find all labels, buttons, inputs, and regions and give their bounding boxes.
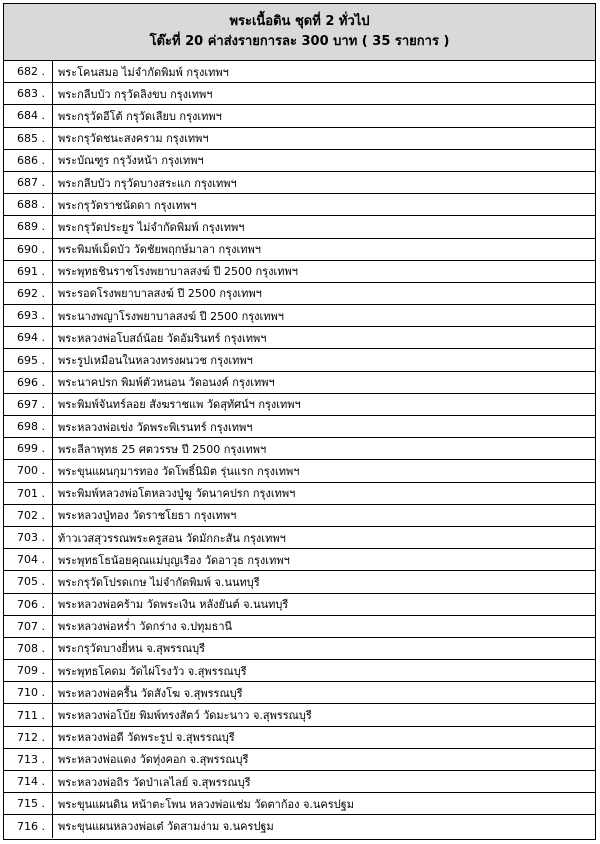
item-number: 710 .: [4, 682, 53, 703]
item-number: 716 .: [4, 815, 53, 837]
table-row: [4, 216, 595, 238]
table-row: [4, 749, 595, 771]
table-title: พระเนื้อดิน ชุดที่ 2 ทั่วไป: [229, 14, 370, 29]
item-number: 698 .: [4, 416, 53, 437]
table-row: [4, 172, 595, 194]
item-name: พระหลวงพ่อครื้น วัดสังโฆ จ.สุพรรณบุรี: [58, 686, 243, 700]
item-name: ท้าวเวสสุวรรณพระครูสอน วัดมักกะสัน กรุงเทพฯ: [58, 531, 286, 545]
item-number: 695 .: [4, 349, 53, 370]
table-row: [4, 239, 595, 261]
table-row: [4, 638, 595, 660]
table-row: [4, 594, 595, 616]
table-subtitle: โต๊ะที่ 20 ค่าส่งรายการละ 300 บาท ( 35 รายการ ): [149, 34, 450, 49]
item-number: 687 .: [4, 172, 53, 193]
item-name: พระพิมพ์หลวงพ่อโตหลวงปู่ฆู วัดนาคปรก กรุงเทพฯ: [58, 487, 296, 501]
item-name: พระขุนแผนดิน หน้าตะโพน หลวงพ่อแช่ม วัดตาก้อง จ.นครปฐม: [58, 797, 355, 811]
item-number: 688 .: [4, 194, 53, 215]
table-row: [4, 483, 595, 505]
table-row: [4, 549, 595, 571]
table-row: [4, 571, 595, 593]
item-number: 707 .: [4, 616, 53, 637]
item-number: 712 .: [4, 727, 53, 748]
item-name: พระหลวงพ่อเข่ง วัดพระพิเรนทร์ กรุงเทพฯ: [58, 420, 253, 434]
table-row: [4, 194, 595, 216]
item-number: 711 .: [4, 704, 53, 725]
item-number: 714 .: [4, 771, 53, 792]
table-row: [4, 616, 595, 638]
item-name: พระกรุวัดอีโต้ กรุวัดเลียบ กรุงเทพฯ: [58, 109, 222, 123]
table-row: [4, 83, 595, 105]
table-row: [4, 704, 595, 726]
table-row: [4, 416, 595, 438]
item-number: 700 .: [4, 460, 53, 481]
table-row: [4, 105, 595, 127]
item-name: พระหลวงพ่อโบ้ย พิมพ์ทรงสัตว์ วัดมะนาว จ.สุพรรณบุรี: [58, 709, 312, 723]
table-row: [4, 327, 595, 349]
table-row: [4, 527, 595, 549]
item-number: 691 .: [4, 261, 53, 282]
item-name: พระพุทธโคดม วัดไผ่โรงวัว จ.สุพรรณบุรี: [58, 664, 247, 678]
item-name: พระหลวงพ่อโบสถ์น้อย วัดอัมรินทร์ กรุงเทพฯ: [58, 331, 267, 345]
item-name: พระหลวงพ่อแดง วัดทุ่งคอก จ.สุพรรณบุรี: [58, 753, 249, 767]
item-number: 694 .: [4, 327, 53, 348]
table-row: [4, 771, 595, 793]
item-name: พระกรุวัดราชนัดดา กรุงเทพฯ: [58, 198, 197, 212]
item-name: พระรอดโรงพยาบาลสงฆ์ ปี 2500 กรุงเทพฯ: [58, 287, 262, 301]
item-number: 706 .: [4, 594, 53, 615]
item-number: 697 .: [4, 394, 53, 415]
table-row: [4, 394, 595, 416]
item-number: 708 .: [4, 638, 53, 659]
item-name: พระหลวงปู่ทอง วัดราชโยธา กรุงเทพฯ: [58, 509, 237, 523]
item-number: 686 .: [4, 150, 53, 171]
item-number: 689 .: [4, 216, 53, 237]
item-name: พระหลวงพ่อถิร วัดป่าเลไลย์ จ.สุพรรณบุรี: [58, 775, 251, 789]
table-row: [4, 660, 595, 682]
table-row: [4, 349, 595, 371]
item-number: 684 .: [4, 105, 53, 126]
item-name: พระขุนแผนกุมารทอง วัดโพธิ์นิมิต รุ่นแรก กรุงเทพฯ: [58, 464, 300, 478]
item-number: 692 .: [4, 283, 53, 304]
item-name: พระบัณฑูร กรุวังหน้า กรุงเทพฯ: [58, 154, 204, 168]
item-number: 682 .: [4, 61, 53, 82]
item-number: 715 .: [4, 793, 53, 814]
table-body: [4, 61, 595, 838]
item-name: พระกลีบบัว กรุวัดบางสระแก กรุงเทพฯ: [58, 176, 237, 190]
table-row: [4, 261, 595, 283]
table-header: [4, 4, 595, 61]
table-row: [4, 283, 595, 305]
table-row: [4, 128, 595, 150]
item-name: พระพิมพ์จันทร์ลอย สังฆราชแพ วัดสุทัศน์ฯ กรุงเทพฯ: [58, 398, 301, 412]
table-row: [4, 305, 595, 327]
item-name: พระนาคปรก พิมพ์ตัวหนอน วัดอนงค์ กรุงเทพฯ: [58, 376, 275, 390]
table-row: [4, 682, 595, 704]
item-name: พระขุนแผนหลวงพ่อเต๋ วัดสามง่าม จ.นครปฐม: [58, 820, 274, 834]
table-row: [4, 372, 595, 394]
item-name: พระกรุวัดบางยี่หน จ.สุพรรณบุรี: [58, 642, 206, 656]
item-number: 693 .: [4, 305, 53, 326]
item-number: 704 .: [4, 549, 53, 570]
item-number: 705 .: [4, 571, 53, 592]
item-number: 713 .: [4, 749, 53, 770]
table-row: [4, 150, 595, 172]
table-row: [4, 727, 595, 749]
item-name: พระกลีบบัว กรุวัดลิงขบ กรุงเทพฯ: [58, 87, 213, 101]
table-row: [4, 505, 595, 527]
table-row: [4, 793, 595, 815]
item-number: 699 .: [4, 438, 53, 459]
item-number: 690 .: [4, 239, 53, 260]
item-name: พระพุทธโธน้อยคุณแม่บุญเรือง วัดอาวุธ กรุงเทพฯ: [58, 553, 290, 567]
item-name: พระโคนสมอ ไม่จำกัดพิมพ์ กรุงเทพฯ: [58, 65, 229, 79]
item-number: 685 .: [4, 128, 53, 149]
item-name: พระหลวงพ่อหร่ำ วัดกร่าง จ.ปทุมธานี: [58, 620, 233, 634]
table-row: [4, 438, 595, 460]
table-row: [4, 815, 595, 837]
item-name: พระรูปเหมือนในหลวงทรงผนวช กรุงเทพฯ: [58, 354, 253, 368]
item-name: พระกรุวัดประยูร ไม่จำกัดพิมพ์ กรุงเทพฯ: [58, 220, 245, 234]
item-number: 709 .: [4, 660, 53, 681]
item-name: พระพิมพ์เม็ดบัว วัดชัยพฤกษ์มาลา กรุงเทพฯ: [58, 243, 261, 257]
table-row: [4, 61, 595, 83]
item-number: 696 .: [4, 372, 53, 393]
item-name: พระกรุวัดโปรดเกษ ไม่จำกัดพิมพ์ จ.นนทบุรี: [58, 575, 260, 589]
item-number: 703 .: [4, 527, 53, 548]
item-name: พระนางพญาโรงพยาบาลสงฆ์ ปี 2500 กรุงเทพฯ: [58, 309, 284, 323]
item-name: พระหลวงพ่อดี วัดพระรูป จ.สุพรรณบุรี: [58, 731, 235, 745]
item-number: 701 .: [4, 483, 53, 504]
item-number: 702 .: [4, 505, 53, 526]
item-name: พระลีลาพุทธ 25 ศตวรรษ ปี 2500 กรุงเทพฯ: [58, 442, 267, 456]
amulet-list-table: [3, 3, 596, 840]
table-row: [4, 460, 595, 482]
item-name: พระพุทธชินราชโรงพยาบาลสงฆ์ ปี 2500 กรุงเทพฯ: [58, 265, 298, 279]
item-number: 683 .: [4, 83, 53, 104]
item-name: พระกรุวัดชนะสงคราม กรุงเทพฯ: [58, 132, 209, 146]
item-name: พระหลวงพ่อคร้าม วัดพระเงิน หลังยันต์ จ.นนทบุรี: [58, 598, 289, 612]
